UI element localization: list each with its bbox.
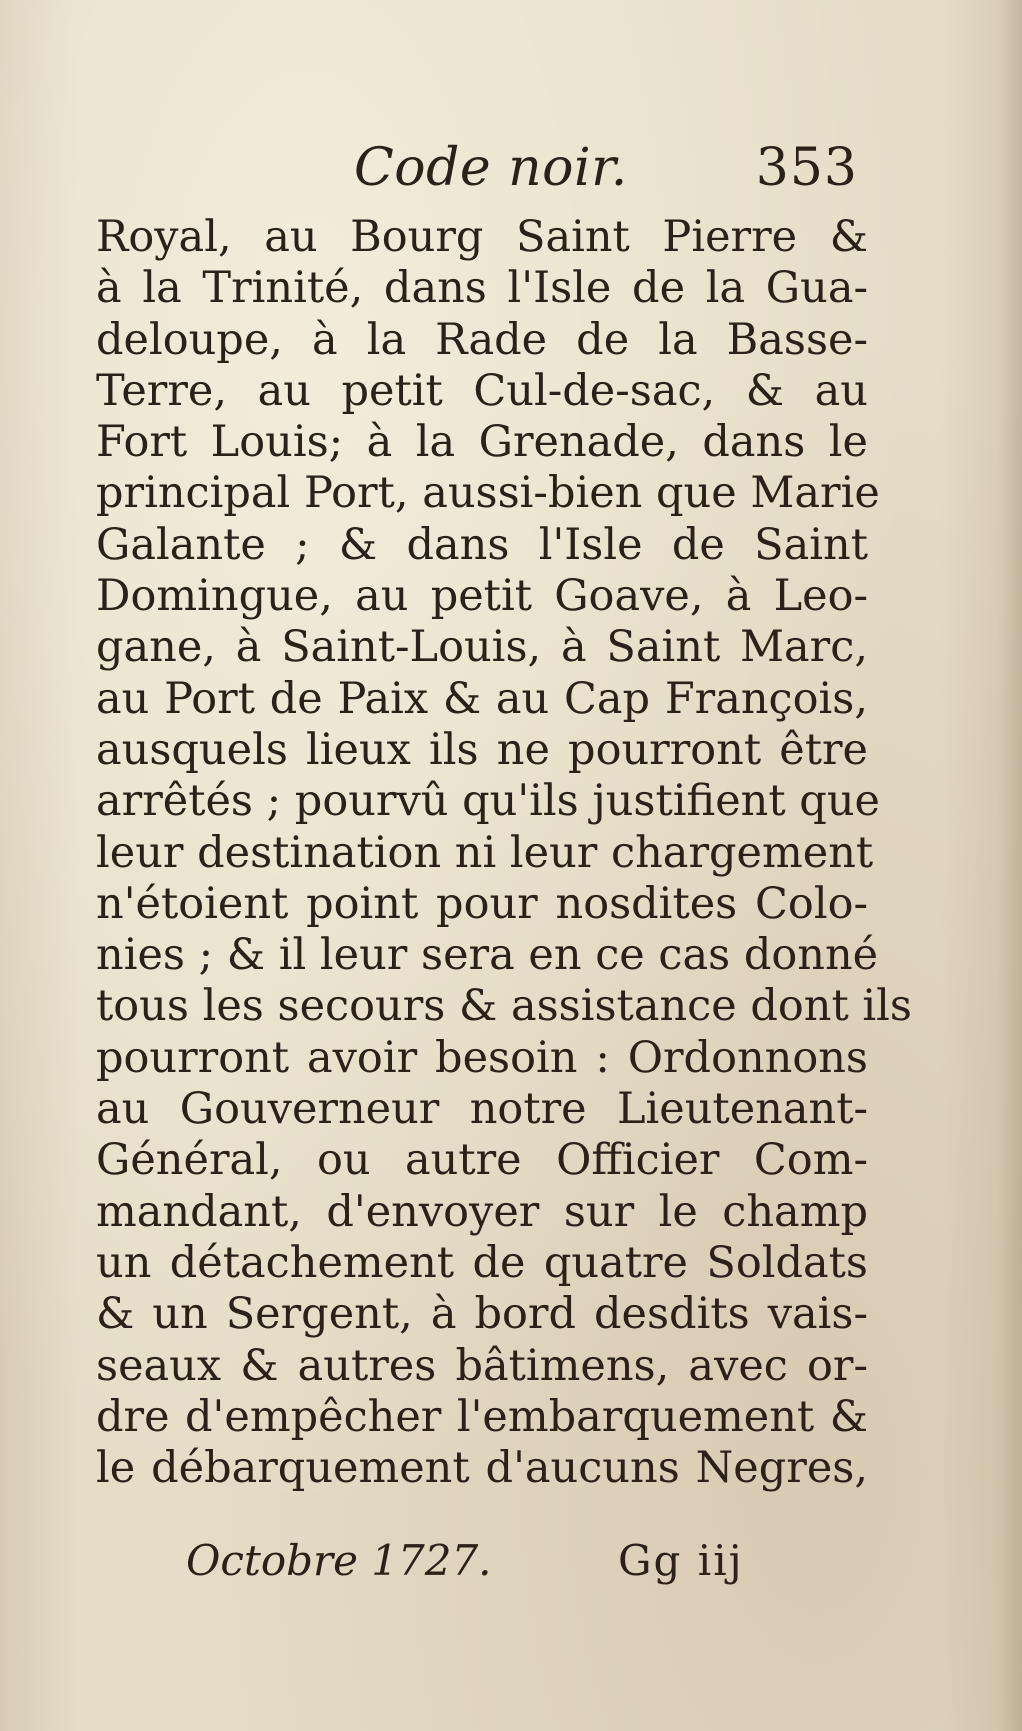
text-line: & un Sergent, à bord desdits vais- — [96, 1289, 868, 1340]
text-line: pourront avoir besoin : Ordonnons — [96, 1032, 868, 1083]
footer-date: Octobre 1727. — [186, 1536, 492, 1585]
text-line: arrêtés ; pourvû qu'ils justifient que — [96, 776, 880, 827]
text-line: à la Trinité, dans l'Isle de la Gua- — [96, 263, 868, 314]
running-head — [96, 138, 868, 218]
text-line: au Port de Paix & au Cap François, — [96, 673, 868, 724]
page-footer — [96, 1536, 868, 1596]
text-line: leur destination ni leur chargement — [96, 827, 874, 878]
text-line: Général, ou autre Officier Com- — [96, 1135, 868, 1186]
text-line: au Gouverneur notre Lieutenant- — [96, 1084, 868, 1135]
text-line: deloupe, à la Rade de la Basse- — [96, 314, 868, 365]
text-line: un détachement de quatre Soldats — [96, 1237, 868, 1288]
text-line: nies ; & il leur sera en ce cas donné — [96, 930, 879, 981]
body-text — [96, 212, 912, 1494]
text-line: principal Port, aussi-bien que Marie — [96, 468, 880, 519]
page-number: 353 — [755, 138, 858, 198]
text-line: Galante ; & dans l'Isle de Saint — [96, 519, 868, 570]
text-line: Domingue, au petit Goave, à Leo- — [96, 571, 868, 622]
text-line: tous les secours & assistance dont ils — [96, 981, 912, 1032]
page-edge-shadow — [998, 0, 1022, 1731]
signature-mark: Gg iij — [618, 1536, 744, 1585]
running-title: Code noir. — [354, 138, 628, 198]
text-line: gane, à Saint-Louis, à Saint Marc, — [96, 622, 868, 673]
text-line: le débarquement d'aucuns Negres, — [96, 1443, 868, 1494]
text-line: dre d'empêcher l'embarquement & — [96, 1391, 868, 1442]
text-line: mandant, d'envoyer sur le champ — [96, 1186, 868, 1237]
text-line: Royal, au Bourg Saint Pierre & — [96, 212, 868, 262]
text-line: Fort Louis; à la Grenade, dans le — [96, 417, 868, 468]
text-line: n'étoient point pour nosdites Colo- — [96, 878, 868, 929]
text-line: seaux & autres bâtimens, avec or- — [96, 1340, 868, 1391]
text-line: ausquels lieux ils ne pourront être — [96, 724, 868, 775]
text-line: Terre, au petit Cul-de-sac, & au — [96, 365, 868, 416]
